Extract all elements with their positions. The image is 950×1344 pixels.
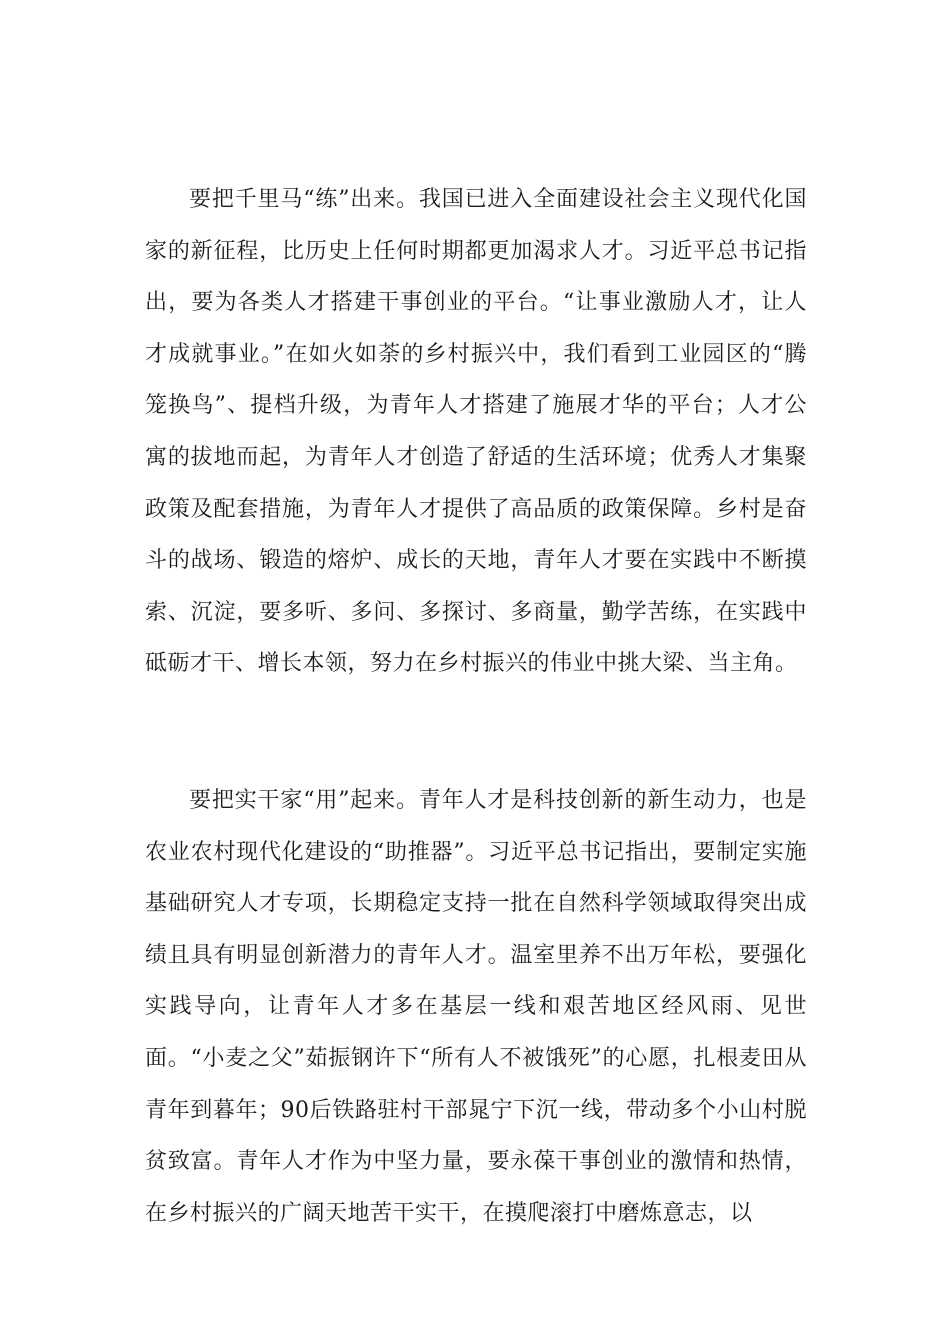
body-paragraph: 要把千里马“练”出来。我国已进入全面建设社会主义现代化国家的新征程，比历史上任何时期都更加渴求人才。习近平总书记指出，要为各类人才搭建干事创业的平台。“让事业激励人才，让人才成就事业。”在如火如荼的乡村振兴中，我们看到工业园区的“腾笼换鸟”、提档升级，为青年人才搭建了施展才华的平台；人才公寓的拔地而起，为青年人才创造了舒适的生活环境；优秀人才集聚政策及配套措施，为青年人才提供了高品质的政策保障。乡村是奋斗的战场、锻造的熔炉、成长的天地，青年人才要在实践中不断摸索、沉淀，要多听、多问、多探讨、多商量，勤学苦练，在实践中砥砺才干、增长本领，努力在乡村振兴的伟业中挑大梁、当主角。 — [145, 187, 807, 677]
body-paragraph: 要把实干家“用”起来。青年人才是科技创新的新生动力，也是农业农村现代化建设的“助推器”。习近平总书记指出，要制定实施基础研究人才专项，长期稳定支持一批在自然科学领域取得突出成绩且具有明显创新潜力的青年人才。温室里养不出万年松，要强化实践导向，让青年人才多在基层一线和艰苦地区经风雨、见世面。“小麦之父”茹振钢许下“所有人不被饿死”的心愿，扎根麦田从青年到暮年；90后铁路驻村干部晁宁下沉一线，带动多个小山村脱贫致富。青年人才作为中坚力量，要永葆干事创业的激情和热情，在乡村振兴的广阔天地苦干实干，在摸爬滚打中磨炼意志，以 — [145, 788, 807, 1226]
